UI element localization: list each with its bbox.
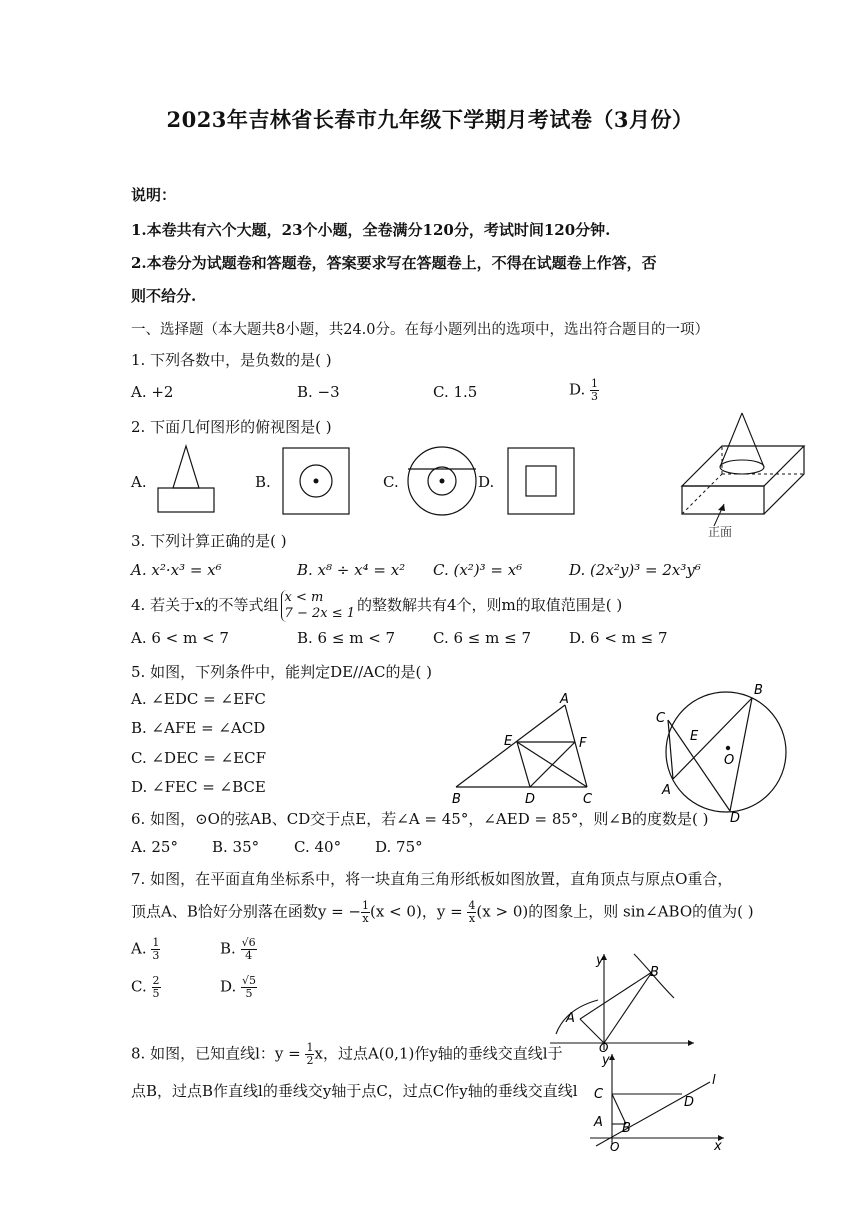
q7-fraction-1 <box>361 900 370 925</box>
q7-option-c <box>131 975 161 1000</box>
q4-stem <box>131 590 622 622</box>
q4-option-b: B. 6 ≤ m < 7 <box>297 629 396 647</box>
tri-label-c: C <box>583 792 593 807</box>
q8-line1-post: x，过点A(0,1)作y轴的垂线交直线l于 <box>314 1044 563 1063</box>
q3-option-b: B. x⁸ ÷ x⁴ = x² <box>297 561 406 579</box>
q2-option-a: A. <box>131 473 147 491</box>
q7-c-num: 2 <box>152 974 160 987</box>
q2-figure-b <box>281 446 351 516</box>
notes-line-2: 2.本卷分为试题卷和答题卷，答案要求写在答题卷上，不得在试题卷上作答，否 <box>131 254 657 272</box>
notes-heading: 说明： <box>131 186 177 204</box>
q7-d-den: 5 <box>245 987 253 1000</box>
q7-a-num: 1 <box>152 936 160 949</box>
q5-option-b: B. ∠AFE = ∠ACD <box>131 719 266 737</box>
q8-label-o: O <box>610 1140 620 1154</box>
q7-f1-num: 1 <box>362 899 370 912</box>
q8-label-l: l <box>712 1073 716 1088</box>
q7-b-num: √6 <box>241 936 256 949</box>
q7-label-y: y <box>596 953 604 968</box>
q6-option-b: B. 35° <box>212 838 260 856</box>
q8-f-den: 2 <box>306 1054 314 1067</box>
q7-f2-den: x <box>468 912 476 925</box>
q1-stem: 1. 下列各数中，是负数的是( ) <box>131 351 332 369</box>
q7-label-o: O <box>599 1041 609 1052</box>
q8-line1-pre: 8. 如图，已知直线l：y = <box>131 1044 301 1063</box>
q3-stem: 3. 下列计算正确的是( ) <box>131 532 287 550</box>
q1-option-a: A. +2 <box>131 383 174 401</box>
q6-option-a: A. 25° <box>131 838 178 856</box>
q8-label-c: C <box>594 1087 604 1102</box>
q7-b-label: B. <box>220 939 236 958</box>
notes-line-1: 1.本卷共有六个大题，23个小题，全卷满分120分，考试时间120分钟. <box>131 221 611 239</box>
q7-a-label: A. <box>131 939 147 958</box>
q6-stem: 6. 如图，⊙O的弦AB、CD交于点E，若∠A = 45°，∠AED = 85°，则∠B的度数是( ) <box>131 810 709 828</box>
q7-option-b <box>220 937 257 962</box>
q1-option-b: B. −3 <box>297 383 340 401</box>
q2-option-d: D. <box>478 473 495 491</box>
q1-option-d-label: D. <box>569 380 586 399</box>
q8-label-x: x <box>714 1139 722 1154</box>
q1-d-den: 3 <box>591 390 599 403</box>
circ-label-e: E <box>690 729 699 744</box>
q2-option-b: B. <box>255 473 271 491</box>
q7-line2-pre: 顶点A、B恰好分别落在函数y = − <box>131 902 362 921</box>
q1-d-num: 1 <box>591 377 599 390</box>
q5-option-c: C. ∠DEC = ∠ECF <box>131 749 267 767</box>
q8-label-y: y <box>602 1053 610 1068</box>
q7-a-fraction <box>151 937 160 962</box>
q2-stem: 2. 下面几何图形的俯视图是( ) <box>131 418 332 436</box>
q3-option-d: D. (2x²y)³ = 2x³y⁶ <box>569 561 701 579</box>
circ-label-o: O <box>724 753 735 768</box>
q5-stem: 5. 如图，下列条件中，能判定DE//AC的是( ) <box>131 663 432 681</box>
tri-label-a: A <box>560 692 569 707</box>
q7-d-num: √5 <box>242 974 257 987</box>
q7-c-fraction <box>152 975 161 1000</box>
q2-solid-figure <box>678 410 808 540</box>
q4-stem-pre: 4. 若关于x的不等式组 <box>131 596 279 614</box>
q7-f1-den: x <box>362 912 369 925</box>
circ-label-b: B <box>754 683 763 698</box>
circ-label-c: C <box>656 711 666 726</box>
q7-option-d <box>220 975 257 1000</box>
tri-label-f: F <box>579 736 587 751</box>
q4-option-d: D. 6 < m ≤ 7 <box>569 629 668 647</box>
q7-line-2 <box>131 900 754 925</box>
q8-label-d: D <box>684 1095 695 1110</box>
q2-figure-a <box>155 440 217 516</box>
q7-option-a <box>131 937 160 962</box>
q7-label-a: A <box>566 1011 575 1026</box>
circ-label-d: D <box>730 811 741 826</box>
q1-option-c: C. 1.5 <box>433 383 478 401</box>
q7-d-label: D. <box>220 977 237 996</box>
q7-line2-mid: (x < 0)，y = <box>370 902 463 921</box>
q7-b-fraction <box>241 937 257 962</box>
q7-c-den: 5 <box>152 987 160 1000</box>
q8-coordinate-figure <box>586 1050 730 1154</box>
q7-line-1: 7. 如图，在平面直角坐标系中，将一块直角三角形纸板如图放置，直角顶点与原点O重合， <box>131 870 733 888</box>
q5-option-a: A. ∠EDC = ∠EFC <box>131 690 266 708</box>
notes-line-3: 则不给分. <box>131 287 197 305</box>
front-label: 正面 <box>708 525 733 539</box>
q7-b-den: 4 <box>245 949 253 962</box>
q1-option-d-fraction <box>590 378 599 403</box>
q8-f-num: 1 <box>306 1041 314 1054</box>
q8-line-2: 点B，过点B作直线l的垂线交y轴于点C，过点C作y轴的垂线交直线l <box>131 1082 578 1100</box>
q7-line2-post: (x > 0)的图象上，则 sin∠ABO的值为( ) <box>476 902 754 921</box>
q7-a-den: 3 <box>152 949 160 962</box>
q3-option-c: C. (x²)³ = x⁶ <box>433 561 523 579</box>
q8-label-a: A <box>594 1115 603 1130</box>
section-heading: 一、选择题（本大题共8小题，共24.0分。在每小题列出的选项中，选出符合题目的一项） <box>131 322 710 338</box>
q6-option-c: C. 40° <box>294 838 342 856</box>
tri-label-b: B <box>452 792 461 807</box>
q6-option-d: D. 75° <box>375 838 423 856</box>
tri-label-d: D <box>525 792 536 807</box>
q2-option-c: C. <box>383 473 399 491</box>
q4-option-a: A. 6 < m < 7 <box>131 629 229 647</box>
q5-triangle-figure <box>440 690 660 810</box>
q4-sys-2: 7 − 2x ≤ 1 <box>284 606 356 621</box>
q7-c-label: C. <box>131 977 147 996</box>
q7-f2-num: 4 <box>468 899 476 912</box>
q4-stem-post: 的整数解共有4个，则m的取值范围是( ) <box>357 596 623 614</box>
circ-label-a: A <box>662 783 671 798</box>
q7-label-b: B <box>650 965 659 980</box>
q4-sys-1: x < m <box>284 590 324 605</box>
q7-coordinate-figure <box>548 948 698 1052</box>
q7-d-fraction <box>241 975 257 1000</box>
q3-option-a: A. x²·x³ = x⁶ <box>131 561 222 579</box>
q8-line-1 <box>131 1042 563 1067</box>
q6-circle-figure <box>650 678 795 826</box>
q5-option-d: D. ∠FEC = ∠BCE <box>131 778 266 796</box>
q4-system <box>281 590 355 622</box>
q1-option-d <box>569 378 599 403</box>
q4-option-c: C. 6 ≤ m ≤ 7 <box>433 629 531 647</box>
q8-label-b: B <box>622 1121 631 1136</box>
q2-figure-d <box>506 446 576 516</box>
q2-figure-c <box>405 444 479 518</box>
tri-label-e: E <box>504 734 513 749</box>
page-title: 2023年吉林省长春市九年级下学期月考试卷（3月份） <box>166 107 694 132</box>
